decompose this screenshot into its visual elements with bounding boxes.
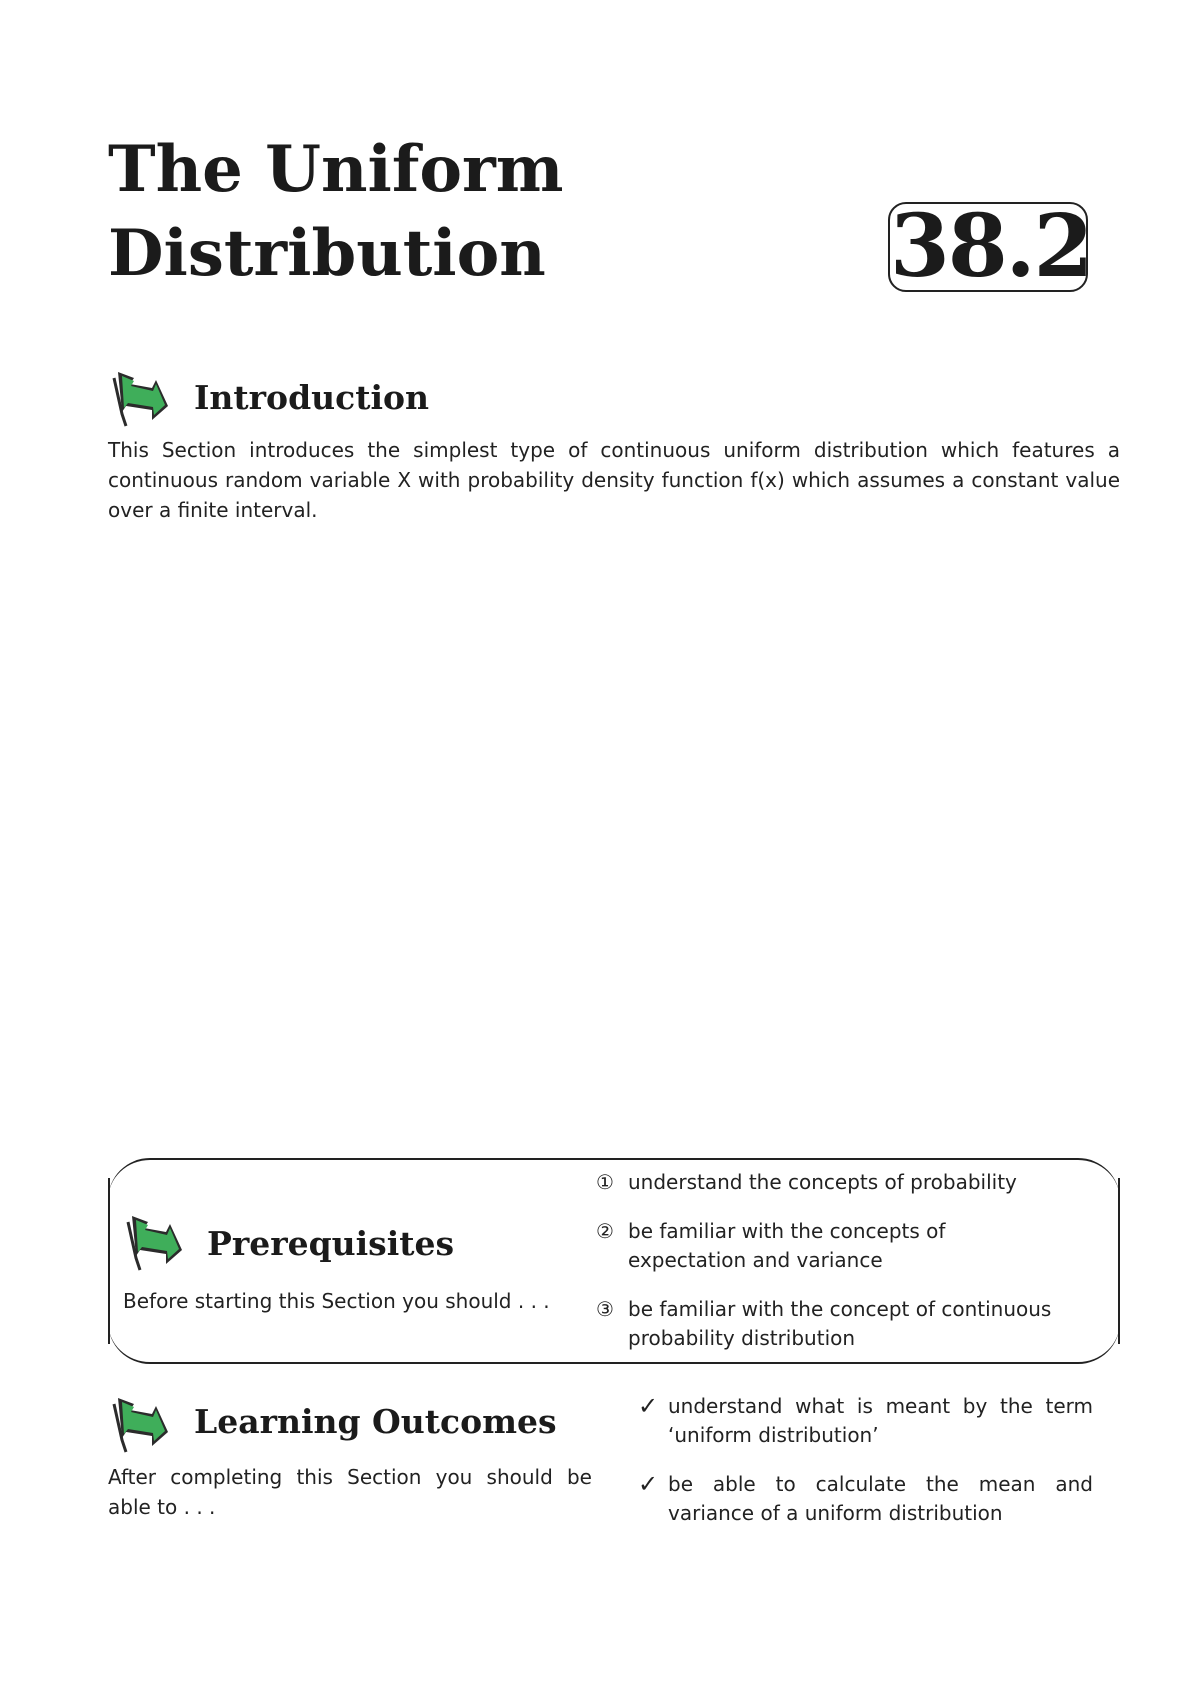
learning-outcomes-list bbox=[638, 1392, 1098, 1528]
item-text: be familiar with the concepts of expectation and variance bbox=[628, 1219, 946, 1272]
check-icon: ✓ bbox=[638, 1470, 659, 1498]
list-item bbox=[596, 1168, 1096, 1197]
item-text: understand the concepts of probability bbox=[628, 1170, 1017, 1194]
title-line-1: The Uniform bbox=[108, 132, 564, 207]
green-arrow-icon bbox=[108, 366, 172, 430]
item-text: understand what is meant by the term ‘uniform distribution’ bbox=[668, 1394, 1093, 1447]
item-marker: ② bbox=[596, 1219, 614, 1243]
introduction-heading: Introduction bbox=[194, 378, 430, 417]
item-text: be able to calculate the mean and variance of a uniform distribution bbox=[668, 1472, 1093, 1525]
title-line-2: Distribution bbox=[108, 216, 546, 291]
check-icon: ✓ bbox=[638, 1392, 659, 1420]
list-item bbox=[638, 1470, 1098, 1528]
page-title bbox=[108, 128, 808, 296]
item-marker: ① bbox=[596, 1170, 614, 1194]
prerequisites-heading: Prerequisites bbox=[207, 1224, 455, 1263]
list-item bbox=[596, 1295, 1096, 1353]
prerequisites-lead: Before starting this Section you should . . . bbox=[123, 1289, 550, 1313]
list-item bbox=[596, 1217, 1096, 1275]
green-arrow-icon bbox=[122, 1210, 186, 1274]
introduction-text: This Section introduces the simplest type of continuous uniform distribution which features a continuous random variable X with probability density function f(x) which assumes a constant value over a finite interval. bbox=[108, 438, 1120, 522]
learning-outcomes-heading: Learning Outcomes bbox=[194, 1402, 557, 1441]
section-number-badge: 38.2 bbox=[890, 196, 1092, 297]
item-text: be familiar with the concept of continuous probability distribution bbox=[628, 1297, 1052, 1350]
item-marker: ③ bbox=[596, 1297, 614, 1321]
learning-outcomes-lead: After completing this Section you should be able to . . . bbox=[108, 1465, 592, 1519]
list-item bbox=[638, 1392, 1098, 1450]
prerequisites-list bbox=[596, 1168, 1096, 1353]
green-arrow-icon bbox=[108, 1392, 172, 1456]
